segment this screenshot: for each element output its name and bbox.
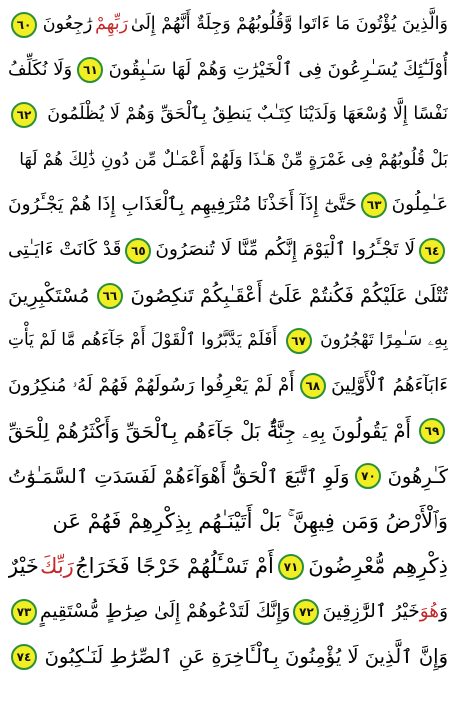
verse-text: وَإِنَّ ٱلَّذِينَ لَا يُؤْمِنُونَ بِٱلْـَٔاخِرَةِ عَنِ ٱلصِّرَٰطِ لَنَـٰكِبُونَ: [44, 645, 448, 669]
verse-text: أَفَلَمْ يَدَّبَّرُوا ٱلْقَوْلَ أَمْ جَآءَهُم مَّا لَمْ يَأْتِ: [8, 330, 278, 351]
verse-line: [8, 544, 448, 589]
ayah-number-marker: ٧٠: [355, 463, 381, 489]
ayah-number-marker: ٦٧: [286, 328, 312, 354]
verse-text: حَتَّىٰٓ إِذَآ أَخَذْنَا مُتْرَفِيهِم بِٱلْعَذَابِ إِذَا هُمْ يَجْـَٔرُونَ: [8, 194, 357, 216]
ayah-number-marker: ٦٥: [125, 238, 151, 264]
verse-text: تُتْلَىٰ عَلَيْكُمْ فَكُنتُمْ عَلَىٰٓ أَعْقَـٰبِكُمْ تَنكِصُونَ: [130, 283, 448, 307]
verse-text: بِهِۦ سَـٰمِرًا تَهْجُرُونَ: [320, 330, 448, 351]
verse-text: ذِكْرِهِم مُّعْرِضُونَ: [308, 554, 448, 579]
verse-line: [8, 2, 448, 47]
verse-line: [8, 409, 448, 454]
highlighted-word: هُوَ: [419, 600, 440, 622]
verse-text: نَفْسًا إِلَّا وُسْعَهَا وَلَدَيْنَا كِتَـٰبٌ يَنطِقُ بِٱلْحَقِّ وَهُمْ لَا يُظْلَمُونَ: [47, 104, 448, 125]
ayah-number-marker: ٧٢: [293, 599, 319, 625]
verse-text: وَ: [439, 600, 448, 622]
verse-line: [8, 589, 448, 634]
ayah-number-marker: ٦٠: [11, 12, 37, 38]
verse-text: عَـٰمِلُونَ: [391, 194, 448, 216]
verse-line: [8, 228, 448, 273]
verse-text: أُوْلَـٰٓئِكَ يُسَـٰرِعُونَ فِى ٱلْخَيْرَٰتِ وَهُمْ لَهَا سَـٰبِقُونَ: [108, 58, 448, 80]
ayah-number-marker: ٧١: [278, 554, 304, 580]
ayah-number-marker: ٦١: [77, 57, 103, 83]
verse-text: قَدْ كَانَتْ ءَايَـٰتِى: [8, 239, 122, 261]
verse-line: [8, 364, 448, 409]
verse-text: أَمْ تَسْـَٔلُهُمْ خَرْجًا فَخَرَاجُ: [75, 554, 274, 579]
verse-text: لَا تَجْـَٔرُوا ٱلْيَوْمَ إِنَّكُم مِّنَّا لَا تُنصَرُونَ: [155, 239, 416, 261]
verse-line: [8, 454, 448, 499]
verse-text: بَلْ قُلُوبُهُمْ فِى غَمْرَةٍ مِّنْ هَـٰذَا وَلَهُمْ أَعْمَـٰلٌ مِّن دُونِ ذَٰلِكَ هُمْ لَهَا: [19, 149, 448, 170]
verse-line: [8, 499, 448, 544]
verse-text: وَلَا نُكَلِّفُ: [8, 58, 73, 80]
verse-line: [8, 138, 448, 183]
verse-text: وَلَوِ ٱتَّبَعَ ٱلْحَقُّ أَهْوَآءَهُمْ لَفَسَدَتِ ٱلسَّمَـٰوَٰتُ: [8, 464, 350, 488]
verse-text: خَيْرٌ: [8, 554, 39, 579]
ayah-number-marker: ٦٢: [11, 102, 37, 128]
ayah-number-marker: ٧٣: [11, 599, 37, 625]
verse-line: [8, 47, 448, 92]
verse-text: أَمْ لَمْ يَعْرِفُوا رَسُولَهُمْ فَهُمْ لَهُۥ مُنكِرُونَ: [8, 374, 295, 396]
ayah-number-marker: ٦٦: [97, 283, 123, 309]
verse-line: [8, 318, 448, 363]
verse-line: [8, 273, 448, 318]
verse-text: خَيْرُ ٱلرَّٰزِقِينَ: [322, 600, 420, 622]
verse-text: رَٰجِعُونَ: [42, 13, 93, 34]
ayah-number-marker: ٦٩: [419, 418, 445, 444]
verse-text: وَإِنَّكَ لَتَدْعُوهُمْ إِلَىٰ صِرَٰطٍ مُّسْتَقِيمٍ: [40, 600, 291, 622]
highlighted-word: رَبِّكَ: [40, 554, 74, 579]
verse-text: كَـٰرِهُونَ: [387, 464, 448, 488]
ayah-number-marker: ٦٤: [419, 238, 445, 264]
verse-text: وَٱلْأَرْضُ وَمَن فِيهِنَّ ۚ بَلْ أَتَيْنَـٰهُم بِذِكْرِهِمْ فَهُمْ عَن: [52, 509, 448, 534]
verse-line: [8, 183, 448, 228]
verse-text: وَالَّذِينَ يُؤْتُونَ مَا ءَاتَوا وَّقُلُوبُهُمْ وَجِلَةٌ أَنَّهُمْ إِلَىٰ: [130, 13, 448, 34]
verse-line: [8, 92, 448, 137]
highlighted-word: رَبِّهِمْ: [95, 13, 129, 34]
verse-text: أَمْ يَقُولُونَ بِهِۦ جِنَّةٌۢ بَلْ جَآءَهُم بِٱلْحَقِّ وَأَكْثَرُهُمْ لِلْحَقِّ: [8, 419, 411, 443]
ayah-number-marker: ٦٨: [300, 373, 326, 399]
verse-text: مُسْتَكْبِرِينَ: [8, 283, 90, 307]
ayah-number-marker: ٦٣: [361, 192, 387, 218]
ayah-number-marker: ٧٤: [11, 644, 37, 670]
verse-line: [8, 635, 448, 680]
verse-text: ءَابَآءَهُمُ ٱلْأَوَّلِينَ: [331, 374, 448, 396]
